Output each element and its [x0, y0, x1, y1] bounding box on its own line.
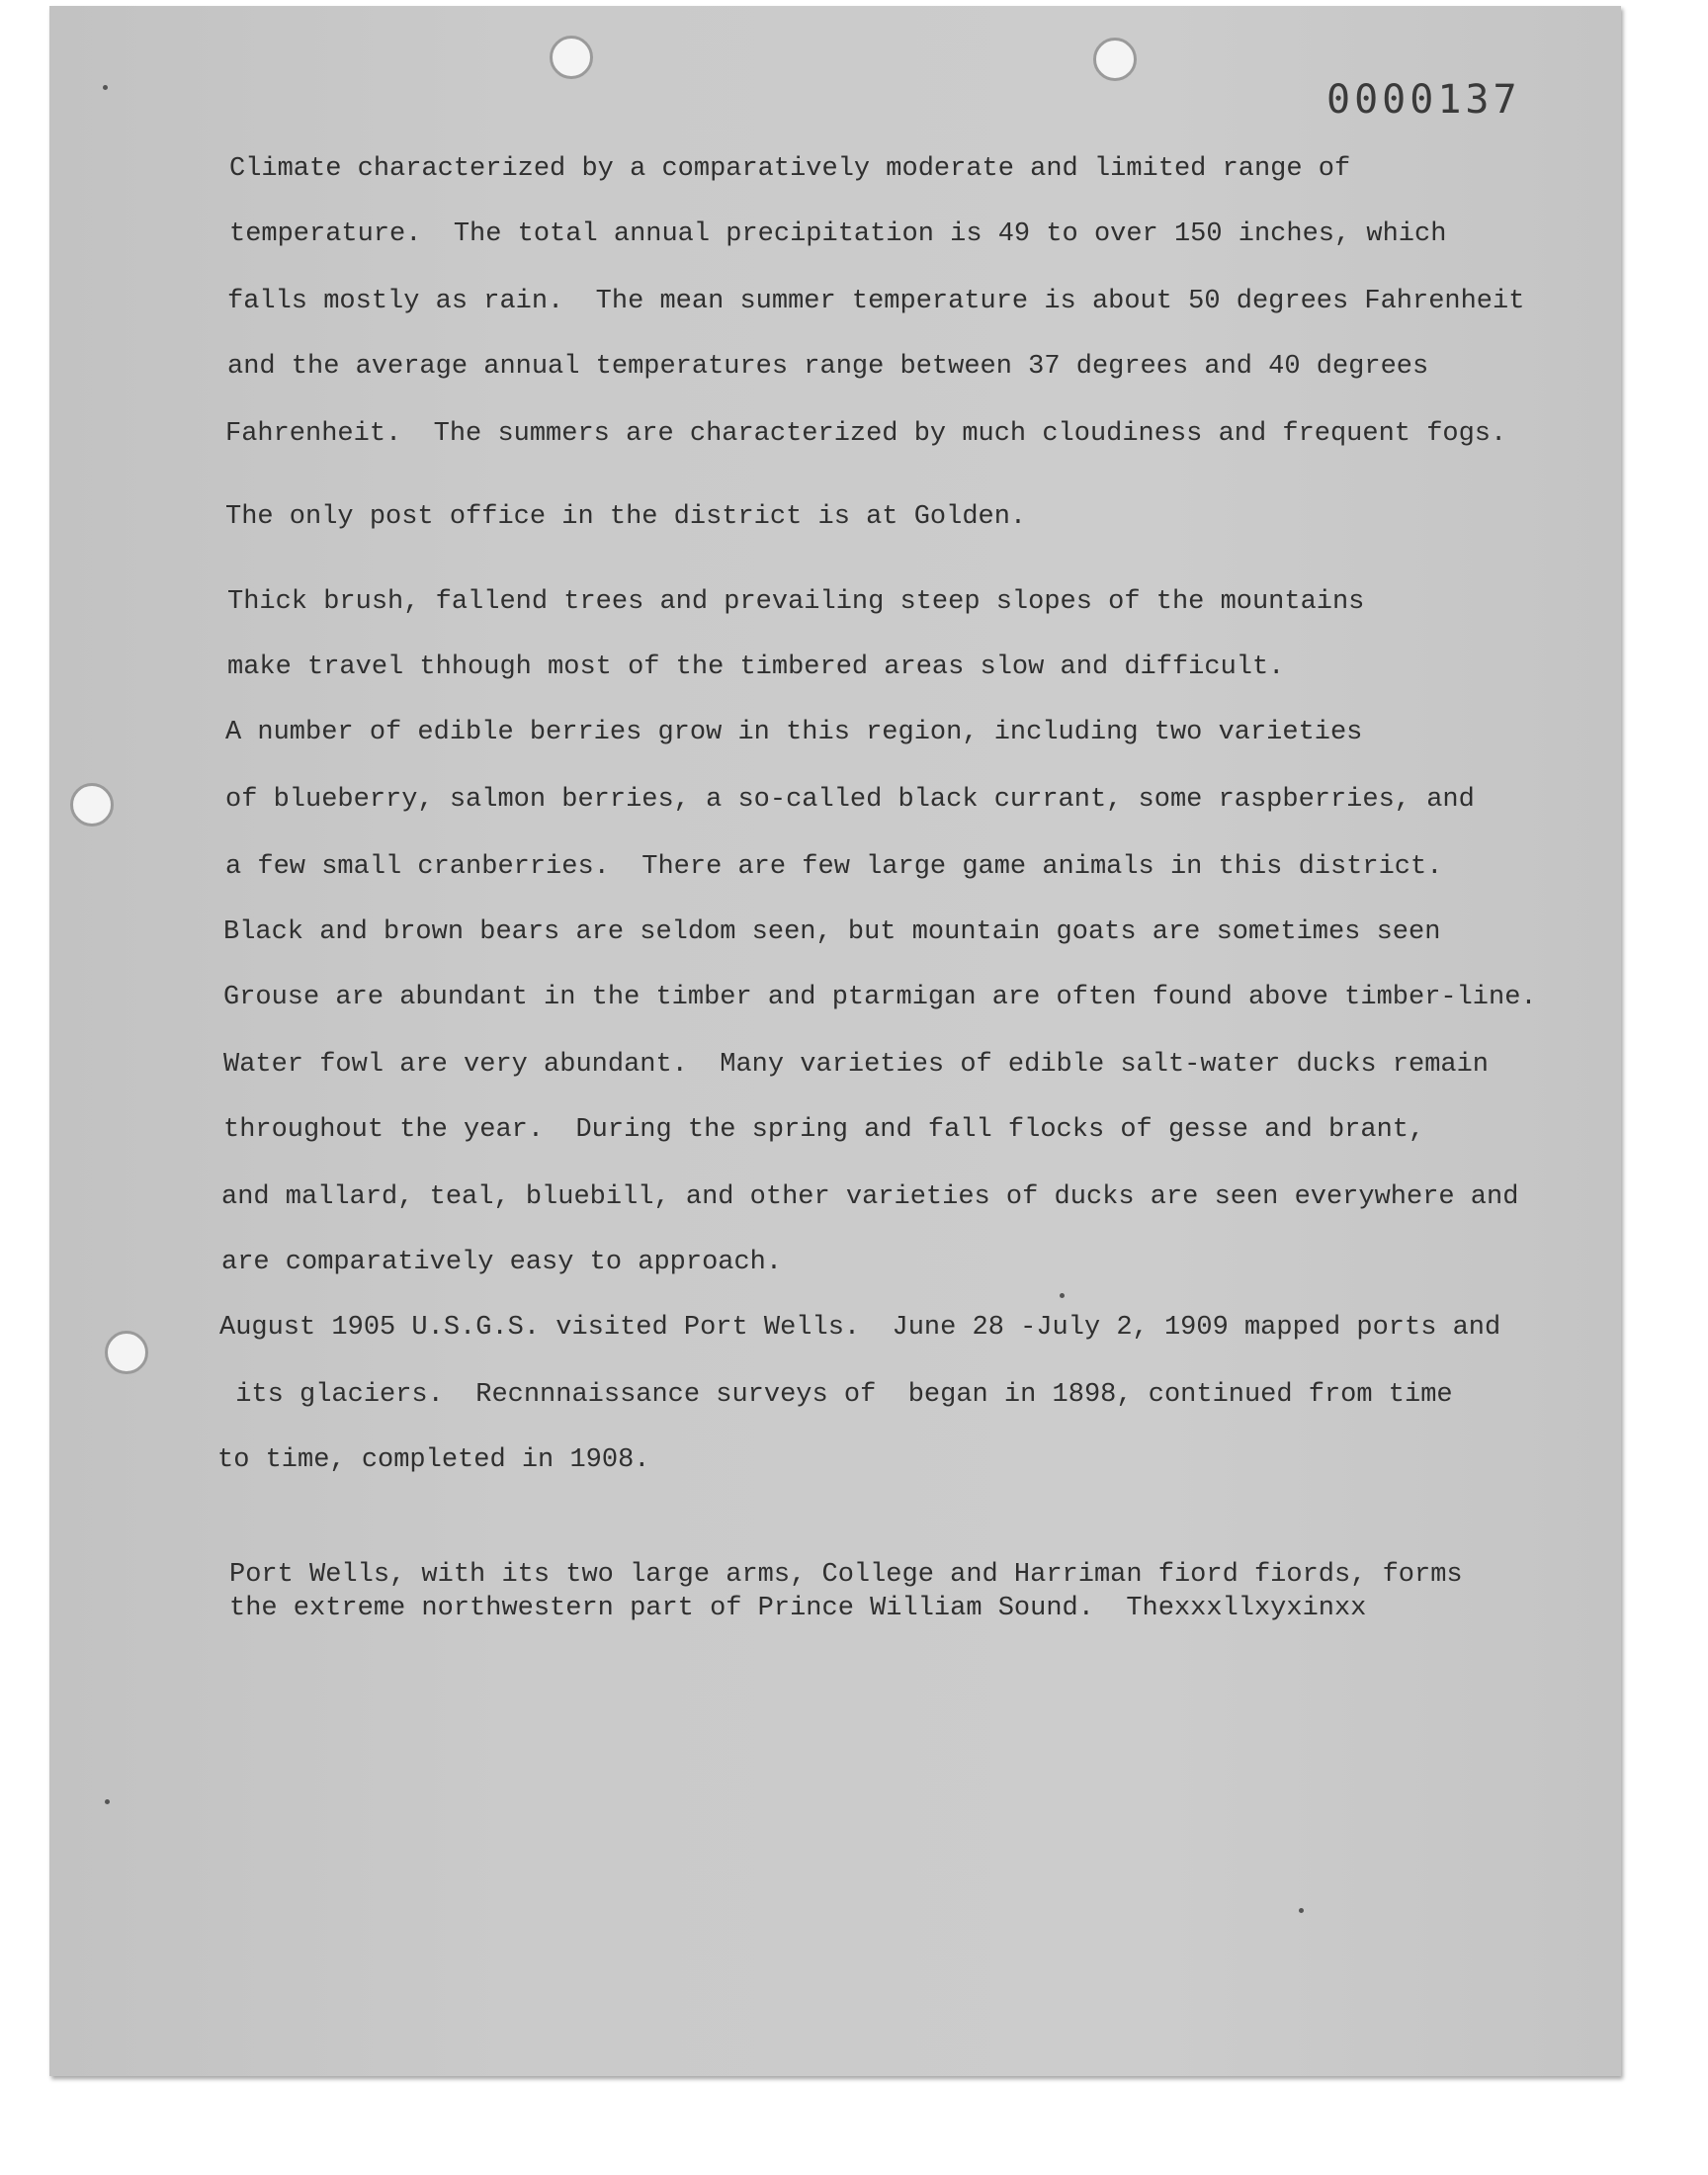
text-line: Grouse are abundant in the timber and ptarmigan are often found above timber-line.	[223, 983, 1537, 1012]
text-line: Fahrenheit. The summers are characterized by much cloudiness and frequent fogs.	[225, 419, 1507, 449]
text-line: falls mostly as rain. The mean summer temperature is about 50 degrees Fahrenheit	[227, 287, 1525, 316]
text-line: Port Wells, with its two large arms, College and Harriman fiord fiords, forms	[229, 1560, 1463, 1590]
text-line: of blueberry, salmon berries, a so-called black currant, some raspberries, and	[225, 785, 1475, 815]
text-line: temperature. The total annual precipitation is 49 to over 150 inches, which	[229, 219, 1447, 249]
text-line: the extreme northwestern part of Prince William Sound. Thexxxllxyxinxx	[229, 1594, 1367, 1623]
text-line: make travel thhough most of the timbered areas slow and difficult.	[227, 652, 1285, 682]
speck	[1060, 1293, 1065, 1298]
text-line: throughout the year. During the spring and fall flocks of gesse and brant,	[223, 1115, 1425, 1145]
text-line: its glaciers. Recnnnaissance surveys of began in 1898, continued from time	[219, 1380, 1453, 1410]
text-line: The only post office in the district is at Golden.	[225, 502, 1027, 532]
text-line: A number of edible berries grow in this region, including two varieties	[225, 718, 1363, 747]
speck	[103, 85, 108, 90]
text-line: Black and brown bears are seldom seen, but mountain goats are sometimes seen	[223, 917, 1441, 947]
text-line: Thick brush, fallend trees and prevailing steep slopes of the mountains	[227, 587, 1365, 617]
text-line: August 1905 U.S.G.S. visited Port Wells. June 28 -July 2, 1909 mapped ports and	[219, 1313, 1501, 1343]
punch-hole	[105, 1331, 148, 1374]
speck	[105, 1799, 110, 1804]
text-line: to time, completed in 1908.	[217, 1445, 650, 1475]
punch-hole	[70, 783, 114, 826]
text-line: a few small cranberries. There are few large game animals in this district.	[225, 852, 1443, 882]
punch-hole	[550, 36, 593, 79]
document-page	[49, 6, 1621, 2076]
text-line: and mallard, teal, bluebill, and other varieties of ducks are seen everywhere and	[221, 1182, 1519, 1212]
text-line: Climate characterized by a comparatively moderate and limited range of	[229, 154, 1351, 184]
text-line: are comparatively easy to approach.	[221, 1248, 783, 1277]
document-number: 0000137	[1326, 77, 1521, 123]
text-line: and the average annual temperatures range between 37 degrees and 40 degrees	[227, 352, 1429, 382]
punch-hole	[1093, 38, 1137, 81]
speck	[1299, 1908, 1304, 1913]
text-line: Water fowl are very abundant. Many varieties of edible salt-water ducks remain	[223, 1050, 1490, 1080]
